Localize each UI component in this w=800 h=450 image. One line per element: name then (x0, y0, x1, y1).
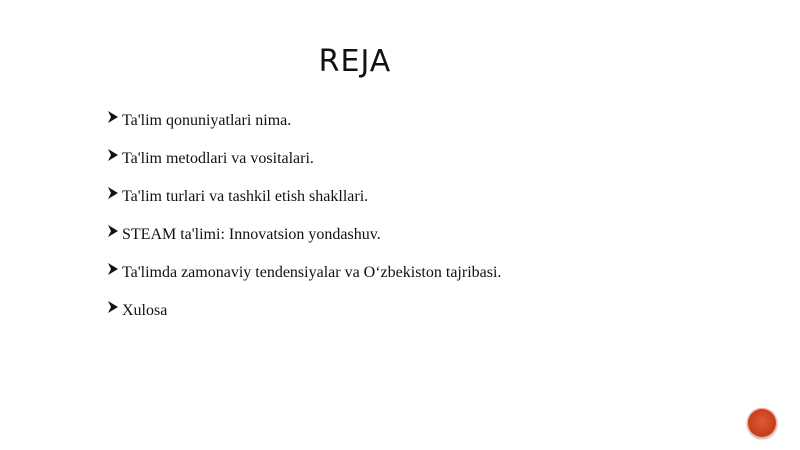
arrowhead-bullet-icon (107, 224, 119, 238)
arrowhead-bullet-icon (107, 110, 119, 124)
arrowhead-bullet-icon (107, 148, 119, 162)
bullet-item (107, 216, 501, 254)
bullet-item (107, 102, 501, 140)
bullet-item (107, 292, 501, 330)
bullet-list (107, 102, 501, 330)
bullet-text: Ta'lim turlari va tashkil etish shakllari. (122, 188, 369, 205)
bullet-item (107, 254, 501, 292)
bullet-item (107, 140, 501, 178)
arrowhead-bullet-icon (107, 186, 119, 200)
bullet-text: Ta'lim qonuniyatlari nima. (122, 112, 292, 129)
arrowhead-bullet-icon (107, 262, 119, 276)
bullet-item (107, 178, 501, 216)
bullet-text: Xulosa (122, 302, 168, 319)
bullet-text: Ta'limda zamonaviy tendensiyalar va O‘zbekiston tajribasi. (122, 264, 502, 281)
bullet-text: Ta'lim metodlari va vositalari. (122, 150, 314, 167)
slide-nav-button[interactable] (747, 408, 777, 438)
slide-title: REJA (318, 44, 392, 79)
bullet-text: STEAM ta'limi: Innovatsion yondashuv. (122, 226, 381, 243)
arrowhead-bullet-icon (107, 300, 119, 314)
